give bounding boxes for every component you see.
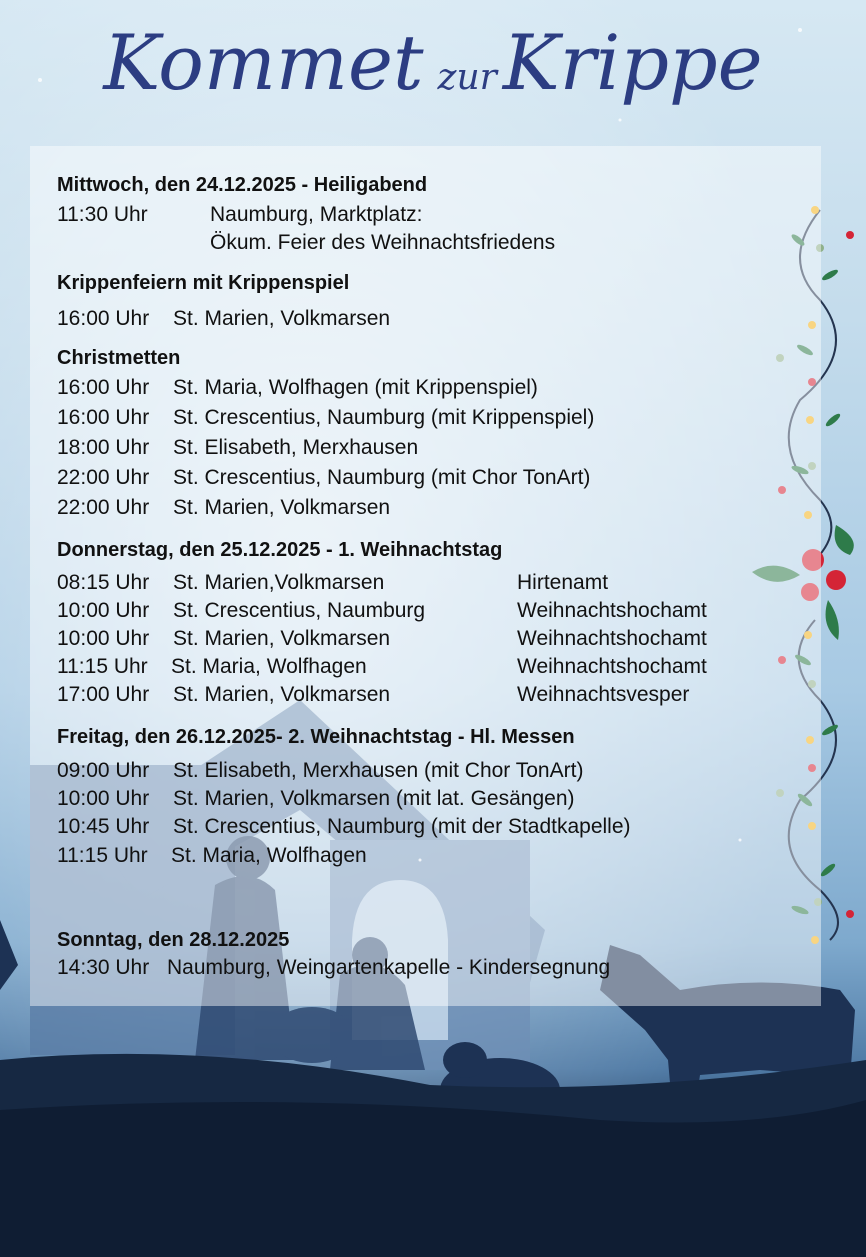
section-heading-krippenfeiern: Krippenfeiern mit Krippenspiel: [57, 272, 350, 294]
schedule-place: St. Marien, Volkmarsen: [173, 307, 391, 330]
schedule-time: 11:30 Uhr: [57, 203, 148, 226]
page-title: [0, 18, 866, 107]
schedule-time: 10:45 Uhr: [57, 815, 150, 838]
schedule-place: St. Elisabeth, Merxhausen: [173, 436, 419, 459]
schedule-time: 18:00 Uhr: [57, 436, 150, 459]
schedule-time: 16:00 Uhr: [57, 307, 150, 330]
schedule-place: St. Maria, Wolfhagen: [171, 655, 367, 678]
schedule-service: Weihnachtshochamt: [517, 599, 707, 622]
schedule-place: St. Elisabeth, Merxhausen (mit Chor TonArt): [173, 759, 584, 782]
schedule-place: St. Crescentius, Naumburg (mit Krippenspiel): [173, 406, 595, 429]
schedule-place: St. Marien, Volkmarsen: [173, 683, 391, 706]
schedule-time: 10:00 Uhr: [57, 787, 150, 810]
schedule-place: St. Crescentius, Naumburg (mit Chor TonArt): [173, 466, 591, 489]
schedule-place: Ökum. Feier des Weihnachtsfriedens: [210, 231, 556, 254]
schedule-place: St. Marien, Volkmarsen: [173, 496, 391, 519]
section-heading-heiligabend: Mittwoch, den 24.12.2025 - Heiligabend: [57, 174, 428, 196]
schedule-place: Naumburg, Weingartenkapelle - Kindersegnung: [167, 956, 611, 979]
title-word-krippe: Krippe: [502, 18, 763, 107]
schedule-service: Weihnachtshochamt: [517, 655, 707, 678]
schedule-place: St. Marien, Volkmarsen (mit lat. Gesängen): [173, 787, 575, 810]
section-heading-christmetten: Christmetten: [57, 347, 181, 369]
schedule-time: 16:00 Uhr: [57, 406, 150, 429]
schedule-time: 10:00 Uhr: [57, 599, 150, 622]
schedule-time: 10:00 Uhr: [57, 627, 150, 650]
section-heading-weihnachtstag-1: Donnerstag, den 25.12.2025 - 1. Weihnachtstag: [57, 539, 503, 561]
schedule-place: St. Maria, Wolfhagen (mit Krippenspiel): [173, 376, 538, 399]
schedule-time: 11:15 Uhr: [57, 655, 148, 678]
schedule-time: 16:00 Uhr: [57, 376, 150, 399]
schedule-place: St. Marien, Volkmarsen: [173, 627, 391, 650]
schedule-time: 17:00 Uhr: [57, 683, 150, 706]
schedule-service: Weihnachtshochamt: [517, 627, 707, 650]
schedule-place: St. Crescentius, Naumburg (mit der Stadtkapelle): [173, 815, 631, 838]
schedule-service: Weihnachtsvesper: [517, 683, 690, 706]
schedule-place: Naumburg, Marktplatz:: [210, 203, 423, 226]
title-word-zur: zur: [437, 57, 497, 98]
section-heading-weihnachtstag-2: Freitag, den 26.12.2025- 2. Weihnachtstag - Hl. Messen: [57, 726, 575, 748]
schedule-time: 09:00 Uhr: [57, 759, 150, 782]
schedule-service: Hirtenamt: [517, 571, 609, 594]
schedule-place: St. Marien,Volkmarsen: [173, 571, 385, 594]
schedule-place: St. Crescentius, Naumburg: [173, 599, 426, 622]
schedule-time: 14:30 Uhr: [57, 956, 150, 979]
schedule-place: St. Maria, Wolfhagen: [171, 844, 367, 867]
schedule-time: 22:00 Uhr: [57, 466, 150, 489]
schedule-time: 11:15 Uhr: [57, 844, 148, 867]
schedule-time: 22:00 Uhr: [57, 496, 150, 519]
section-heading-sonntag: Sonntag, den 28.12.2025: [57, 929, 290, 951]
schedule-time: 08:15 Uhr: [57, 571, 150, 594]
title-word-kommet: Kommet: [103, 18, 424, 107]
